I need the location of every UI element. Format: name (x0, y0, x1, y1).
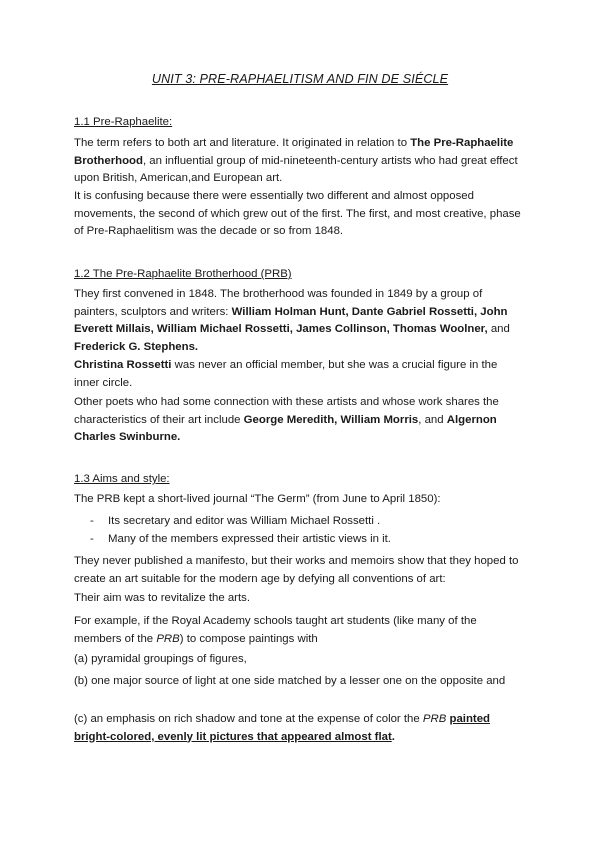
section-3-item-b: (b) one major source of light at one side matched by a lesser one on the opposite and (74, 675, 506, 687)
section-2-paragraph-2 (74, 357, 524, 392)
document-title: UNIT 3: PRE-RAPHAELITISM AND FIN DE SIÉCLE (151, 72, 449, 86)
bold-period: . (391, 730, 395, 743)
list-item (90, 531, 520, 549)
section-3-paragraph-1: The PRB kept a short-lived journal “The Germ” (from June to April 1850): (74, 493, 441, 505)
bold-name: Algernon Charles Swinburne. (74, 413, 497, 443)
text: and (487, 323, 510, 335)
bold-name: Frederick G. Stephens. (74, 340, 199, 353)
text: was never an official member, but she was a crucial figure in the inner circle. (74, 359, 498, 389)
section-heading-prb: 1.2 The Pre-Raphaelite Brotherhood (PRB) (74, 268, 292, 280)
text: For example, if the Royal Academy schools taught art students (like many of the members of the (74, 615, 477, 645)
section-heading-pre-raphaelite: 1.1 Pre-Raphaelite: (74, 116, 173, 128)
italic-term: PRB (422, 713, 447, 725)
section-2-paragraph-1 (74, 286, 524, 356)
text: (c) an emphasis on rich shadow and tone at the expense of color the (74, 713, 423, 725)
text: The term refers to both art and literature. It originated in relation to (74, 137, 411, 149)
bold-names: George Meredith, William Morris (243, 413, 419, 426)
text: ) to compose paintings with (179, 632, 318, 645)
section-3-item-a: (a) pyramidal groupings of figures, (74, 653, 247, 665)
section-3-paragraph-2: They never published a manifesto, but their works and memoirs show that they hoped to create an art suitable for the modern age by defying all conventions of art: (74, 555, 519, 585)
emphasized-text: painted bright-colored, evenly lit pictures that appeared almost flat (74, 713, 490, 743)
bold-name: Christina Rossetti (74, 359, 172, 371)
section-3-item-c (74, 711, 524, 746)
italic-term: PRB (156, 632, 180, 645)
list-item-text: Many of the members expressed their artistic views in it. (108, 532, 391, 545)
section-heading-aims-and-style: 1.3 Aims and style: (74, 473, 170, 485)
section-1-paragraph-2: It is confusing because there were essentially two different and almost opposed movements, the second of which grew out of the first. The first, and most creative, phase of Pre-Raphaelitism was the decade or so from 1848. (74, 190, 521, 237)
list-item (90, 513, 520, 531)
section-1-paragraph-1 (74, 135, 524, 188)
bold-names: William Holman Hunt, Dante Gabriel Rossetti, John Everett Millais, William Michael Rossetti, James Collinson, Thomas Woolner, (74, 305, 508, 335)
list-item-text: Its secretary and editor was William Michael Rossetti . (108, 515, 381, 527)
text: Other poets who had some connection with these artists and whose work shares the characteristics of their art include (74, 396, 499, 426)
bold-term: The Pre-Raphaelite Brotherhood (74, 137, 514, 167)
text: , an influential group of mid-nineteenth-century artists who had great effect upon British, American,and European art. (74, 154, 518, 184)
dash-bullet: - (90, 532, 94, 545)
journal-facts-list (90, 513, 520, 548)
section-2-paragraph-3 (74, 394, 524, 447)
text: , and (418, 413, 447, 426)
section-3-paragraph-4 (74, 613, 524, 648)
section-3-paragraph-3: Their aim was to revitalize the arts. (74, 592, 250, 604)
dash-bullet: - (90, 515, 94, 527)
text: They first convened in 1848. The brotherhood was founded in 1849 by a group of painters, sculptors and writers: (74, 288, 483, 318)
